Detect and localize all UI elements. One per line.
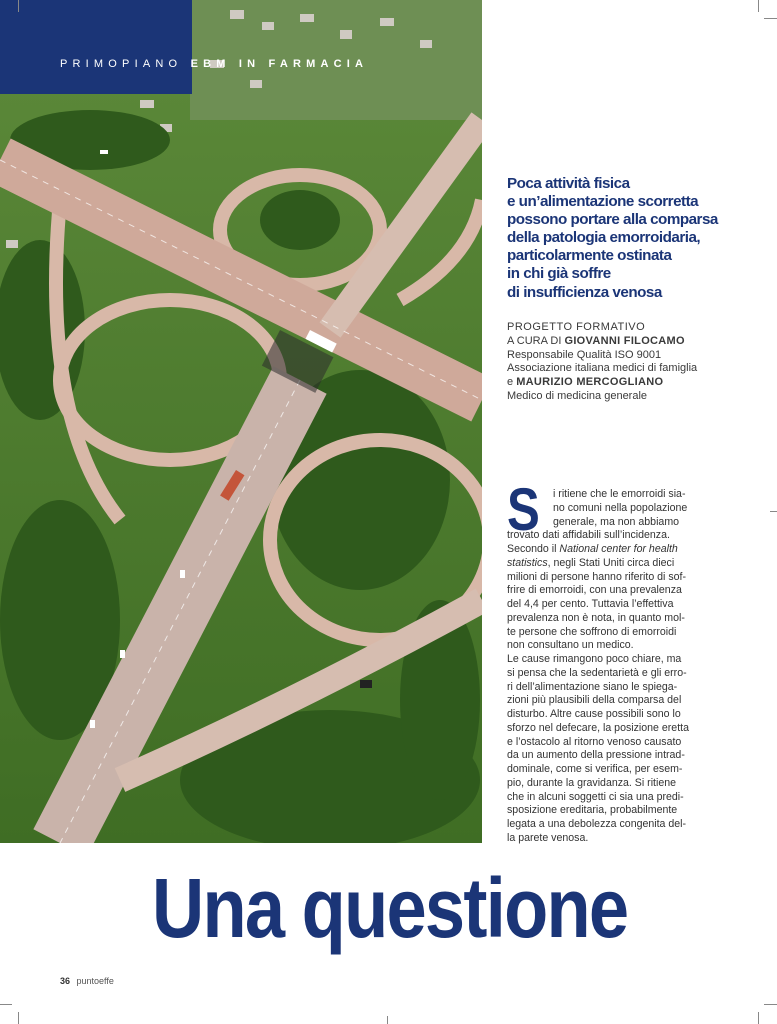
section-label-main: PRIMOPIANO: [60, 58, 183, 70]
magazine-name: puntoeffe: [76, 976, 114, 986]
body-italic: statistics: [507, 556, 548, 569]
registration-mark: [387, 1016, 388, 1024]
body-line: ri dell’alimentazione siano le spiega-: [507, 680, 678, 693]
credits-joiner: e: [507, 376, 514, 389]
subtitle-line: Poca attività fisica: [507, 175, 630, 192]
body-line: [507, 557, 697, 571]
author-name: MAURIZIO MERCOGLIANO: [516, 376, 664, 389]
article-body: [507, 476, 697, 846]
body-italic: National center for health: [559, 543, 678, 555]
article-credits: [507, 321, 747, 404]
page-footer: [60, 976, 114, 986]
credits-author2-line: [507, 376, 747, 390]
credits-prefix: A CURA DI: [507, 334, 562, 347]
body-text: , negli Stati Uniti circa dieci: [547, 556, 675, 569]
body-line: del 4,4 per cento. Tuttavia l’effettiva: [507, 598, 674, 610]
body-line: legata a una debolezza congenita del-: [507, 818, 687, 830]
body-line: da un aumento della pressione intrad-: [507, 749, 685, 762]
author-name: GIOVANNI FILOCAMO: [564, 334, 685, 347]
author-role: Responsabile Qualità ISO 9001: [507, 348, 662, 361]
body-line: sposizione ereditaria, probabilmente: [507, 804, 678, 817]
crop-mark: [0, 1004, 12, 1005]
credits-author1-line: [507, 335, 747, 349]
body-line: milioni di persone hanno riferito di sof-: [507, 570, 687, 583]
credits-kicker: PROGETTO FORMATIVO: [507, 321, 646, 333]
body-line: sforzo nel defecare, la posizione eretta: [507, 721, 689, 734]
body-line: la parete venosa.: [507, 831, 589, 844]
crop-mark: [18, 0, 19, 12]
crop-mark: [758, 1012, 759, 1024]
subtitle-line: di insufficienza venosa: [507, 283, 662, 301]
body-line: frire di emorroidi, con una prevalenza: [507, 584, 682, 597]
body-line: [507, 543, 697, 557]
body-line: e l’ostacolo al ritorno venoso causato: [507, 735, 682, 748]
page-number: 36: [60, 976, 71, 986]
body-line: te persone che soffrono di emorroidi: [507, 625, 677, 638]
section-label-sub: EBM IN FARMACIA: [190, 58, 369, 70]
body-text: Secondo il: [507, 543, 560, 555]
body-line: prevalenza non è nota, in quanto mol-: [507, 611, 685, 624]
body-line: generale, ma non abbiamo: [553, 515, 680, 528]
section-header-block: [0, 0, 192, 94]
subtitle-line: particolarmente ostinata: [507, 247, 672, 265]
body-line: che in alcuni soggetti ci sia una predi-: [507, 790, 684, 803]
body-line: no comuni nella popolazione: [553, 501, 688, 514]
subtitle-line: in chi già soffre: [507, 265, 611, 283]
crop-mark: [758, 0, 759, 12]
body-line: i ritiene che le emorroidi sia-: [553, 488, 686, 500]
body-line: non consultano un medico.: [507, 639, 634, 652]
crop-mark: [764, 18, 777, 19]
subtitle-line: della patologia emorroidaria,: [507, 229, 701, 247]
crop-mark: [18, 1012, 19, 1024]
subtitle-line: possono portare alla comparsa: [507, 211, 718, 229]
section-label: [60, 58, 368, 70]
article-headline: Una questione: [152, 861, 628, 955]
article-subtitle: [507, 175, 747, 302]
subtitle-line: e un’alimentazione scorretta: [507, 193, 699, 211]
drop-cap: S: [507, 476, 540, 543]
body-line: trovato dati affidabili sull’incidenza.: [507, 529, 670, 542]
author-role: Medico di medicina generale: [507, 389, 648, 402]
body-line: zioni più plausibili della comparsa del: [507, 694, 682, 707]
body-line: disturbo. Altre cause possibili sono lo: [507, 708, 681, 720]
crop-mark: [764, 1004, 777, 1005]
body-line: dominale, come si verifica, per esem-: [507, 763, 683, 775]
body-line: si pensa che la sedentarietà e gli erro-: [507, 666, 687, 679]
body-line: pio, durante la gravidanza. Si ritiene: [507, 776, 677, 789]
body-line: Le cause rimangono poco chiare, ma: [507, 653, 682, 665]
author-role: Associazione italiana medici di famiglia: [507, 362, 698, 375]
registration-mark: [770, 511, 777, 512]
